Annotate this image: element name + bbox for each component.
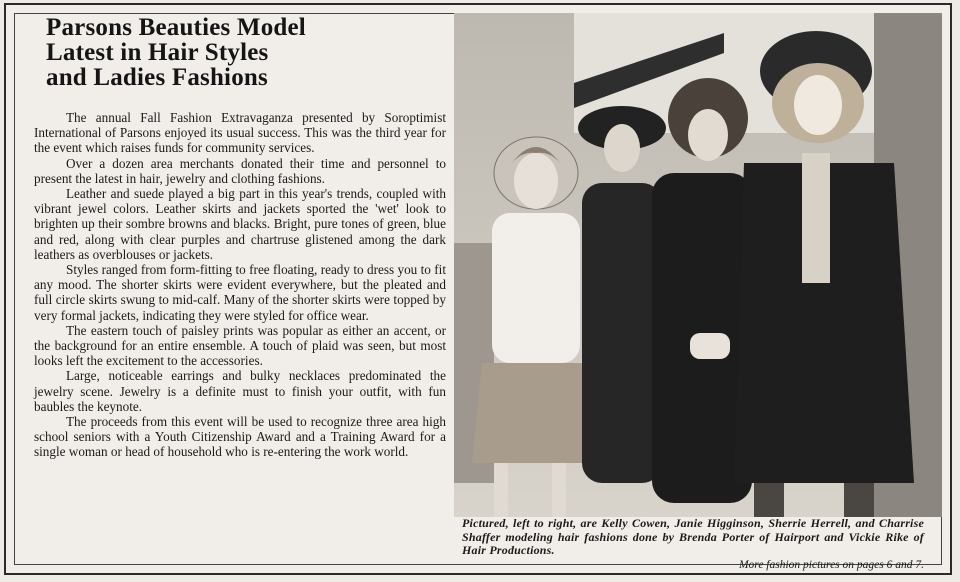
photo-illustration (454, 13, 942, 517)
paragraph-2: Over a dozen area merchants donated their time and personnel to present the latest in hair, jewelry and clothing fashions. (34, 155, 446, 186)
photo-caption: Pictured, left to right, are Kelly Cowen, Janie Higginson, Sherrie Herrell, and Charrise Shaffer modeling hair fashions done by Brenda Porter of Hairport and Vickie Rike of Hair Productions. (462, 516, 924, 557)
paragraph-7: The proceeds from this event will be used to recognize three area high school seniors with a Youth Citizenship Award and a Training Award for a single woman or head of household who is re-entering the work world. (34, 414, 446, 460)
more-pictures-note: More fashion pictures on pages 6 and 7. (738, 559, 924, 571)
headline (46, 15, 446, 90)
paragraph-4: Styles ranged from form-fitting to free floating, ready to dress you to fit any mood. The shorter skirts were evident everywhere, but the pleated and full circle skirts swung to mid-calf. Many of the shorter skirts were topped by very formal jackets, indicating they were styled for office wear. (34, 262, 446, 323)
paragraph-1: The annual Fall Fashion Extravaganza presented by Soroptimist International of Parsons enjoyed its usual success. This was the third year for the event which raises funds for community services. (34, 110, 446, 156)
article (34, 15, 446, 460)
headline-line-1: Parsons Beauties Model (46, 14, 306, 41)
paragraph-6: Large, noticeable earrings and bulky necklaces predominated the jewelry scene. Jewelry is a definite must to finish your outfit, with fun baubles the keynote. (34, 368, 446, 414)
headline-line-3: and Ladies Fashions (46, 64, 268, 91)
paragraph-3: Leather and suede played a big part in this year's trends, coupled with vibrant jewel colors. Leather skirts and jackets sported the 'wet' look to brighten up their sombre browns and blacks. Bright, pure tones of green, blue and red, along with clear purples and chartruse glistened among the dark leathers as overblouses or jackets. (34, 186, 446, 262)
headline-line-2: Latest in Hair Styles (46, 39, 269, 66)
fashion-photo (454, 13, 942, 517)
newspaper-clipping (4, 3, 952, 575)
article-body (34, 110, 446, 460)
paragraph-5: The eastern touch of paisley prints was popular as either an accent, or the background for an entire ensemble. A touch of plaid was seen, but most looks left the excitement to the accessories. (34, 322, 446, 369)
